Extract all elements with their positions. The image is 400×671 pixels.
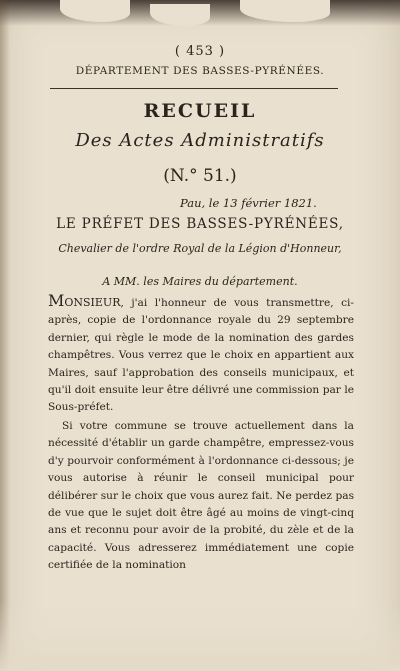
department-heading: DÉPARTEMENT DES BASSES-PYRÉNÉES. xyxy=(75,65,325,77)
actes-subtitle: Des Actes Administratifs xyxy=(75,130,325,151)
paragraph-1-text: , j'ai l'honneur de vous transmettre, ci-après, copie de l'ordonnance royale du 29 septembre dernier, qui règle le mode de la nomination des gardes champêtres. Vous verrez que le choix en appartient aux Maires, sauf l'approbation des conseils municipaux, et qu'il doit ensuite leur être délivré une commission par le Sous-préfet. xyxy=(48,297,354,414)
dateline: Pau, le 13 février 1821. xyxy=(180,196,317,210)
page-bottom-shade xyxy=(0,600,400,671)
paragraph-1 xyxy=(48,292,354,417)
torn-top-edge xyxy=(0,0,400,26)
page-number: ( 453 ) xyxy=(174,44,226,59)
chevalier-line: Chevalier de l'ordre Royal de la Légion d'Honneur, xyxy=(58,242,342,255)
issue-number: (N.° 51.) xyxy=(163,166,237,186)
header-rule xyxy=(50,88,338,89)
paragraph-2-text: Si votre commune se trouve actuellement dans la nécessité d'établir un garde champêtre, empressez-vous d'y pourvoir conformément à l'ordonnance ci-dessous; je vous autorise à réunir le conseil municipal pour délibérer sur le choix que vous aurez fait. Ne perdez pas de vue que le sujet doit être âgé au moins de vingt-cinq ans et reconnu pour avoir de la probité, du zèle et de la capacité. Vous adresserez immédiatement une copie certifiée de la nomination xyxy=(48,420,354,572)
paragraph-2 xyxy=(48,418,354,575)
recueil-title: RECUEIL xyxy=(143,100,257,122)
prefet-heading: LE PRÉFET DES BASSES-PYRÉNÉES, xyxy=(56,216,344,232)
paragraph-initial: Monsieur xyxy=(48,291,121,310)
addressee-line: A MM. les Maires du département. xyxy=(102,275,298,288)
